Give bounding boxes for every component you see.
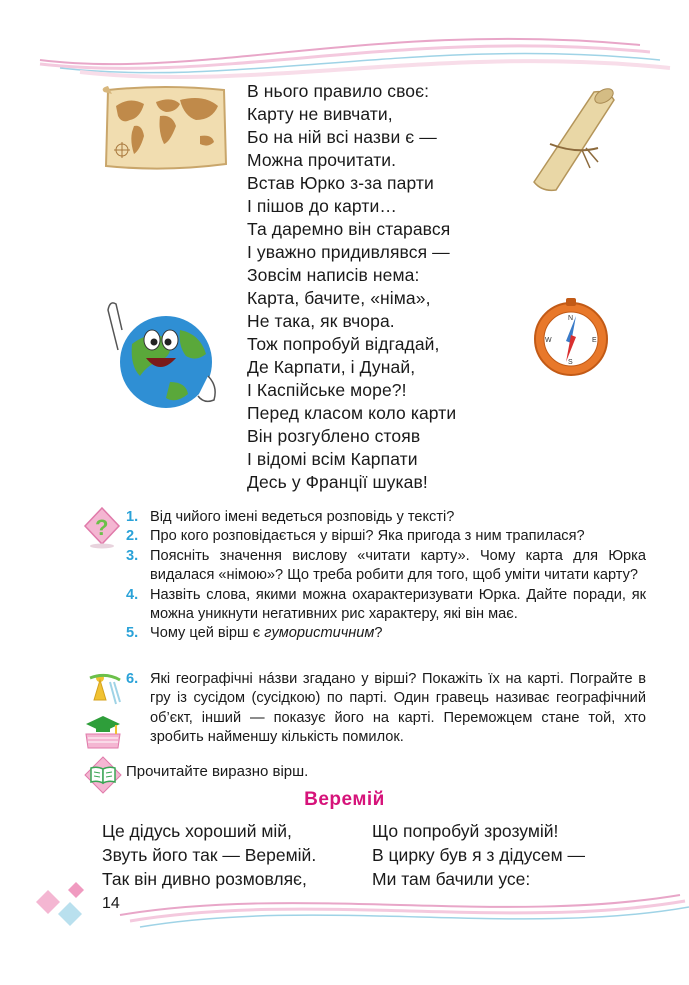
tassel-icon	[86, 670, 124, 710]
poem-line: Звуть його так — Веремій.	[102, 845, 317, 865]
question-number: 1.	[126, 509, 139, 525]
question-text: Поясніть значення вислову «читати карту». Чому карта для Юрка видалася «німою»? Що треба робити для того, щоб уміти читати карту?	[150, 547, 646, 584]
question-text-end: ?	[374, 625, 383, 642]
poem-line: І відомі всім Карпати	[247, 449, 418, 469]
poem-line: Де Карпати, і Дунай,	[247, 357, 416, 377]
question-text: Чому цей вірш є	[150, 625, 265, 642]
question-text-italic: гумористичним	[264, 625, 375, 642]
question-text: Які географічні нáзви згадано у вірші? Покажіть їх на карті. Пограйте в гру із сусідом (сусідкою) по парті. Один гравець називає географічний об’єкт, інший — показує його на карті. Переможцем стане той, хто зробить найменшу кількість помилок.	[150, 671, 646, 746]
poem-line: І уважно придивлявся —	[247, 242, 450, 262]
poem-line: Десь у Франції шукав!	[247, 472, 428, 492]
diamond-decoration	[30, 880, 100, 930]
question-text: Про кого розповідається у вірші? Яка пригода з ним трапилася?	[150, 528, 585, 545]
question-number: 6.	[126, 671, 139, 687]
svg-text:W: W	[545, 337, 552, 344]
svg-text:N: N	[568, 315, 574, 322]
poem-line: Що попробуй зрозумій!	[372, 821, 559, 841]
poem-line: Він розгублено стояв	[247, 426, 421, 446]
poem-line: Це дідусь хороший мій,	[102, 821, 292, 841]
question-item	[126, 624, 646, 643]
graduation-cap-icon	[82, 712, 124, 752]
world-map-icon	[100, 84, 230, 172]
poem-line: Бо на ній всі назви є —	[247, 127, 437, 147]
poem-line: В нього правило своє:	[247, 81, 430, 101]
poem	[247, 80, 527, 494]
question-item	[126, 670, 646, 748]
poem-line: Так він дивно розмовляє,	[102, 869, 307, 889]
question-item	[126, 508, 646, 527]
question-number: 3.	[126, 547, 139, 564]
poem-line: Та даремно він старався	[247, 219, 451, 239]
question-text: Назвіть слова, якими можна охарактеризувати Юрка. Дайте поради, як можна уникнути негативних рис характеру, які він має.	[150, 586, 646, 623]
question-number: 5.	[126, 625, 139, 642]
compass-icon	[530, 296, 612, 378]
poem-line: Встав Юрко з-за парти	[247, 173, 434, 193]
question-text: Від чийого імені ведеться розповідь у тексті?	[150, 509, 455, 525]
question-6	[126, 670, 646, 748]
top-wave-decoration	[0, 0, 689, 90]
poem-line: І пішов до карти…	[247, 196, 397, 216]
poem-line: Карту не вивчати,	[247, 104, 393, 124]
poem-line: Можна прочитати.	[247, 150, 397, 170]
poem-line: Не така, як вчора.	[247, 311, 395, 331]
poem-line: Ми там бачили усе:	[372, 869, 531, 889]
poem-line: Перед класом коло карти	[247, 403, 457, 423]
question-item	[126, 527, 646, 546]
questions-list	[126, 508, 646, 644]
poem-title: Веремій	[304, 789, 385, 810]
poem-line: В цирку був я з дідусем —	[372, 845, 586, 865]
svg-text:S: S	[568, 359, 573, 366]
poem-line: Зовсім написів нема:	[247, 265, 420, 285]
poem-line: І Каспійське море?!	[247, 380, 407, 400]
poem-line: Тож попробуй відгадай,	[247, 334, 440, 354]
question-number: 4.	[126, 586, 139, 603]
poem-line: Карта, бачите, «німа»,	[247, 288, 431, 308]
globe-character-icon	[96, 290, 222, 416]
question-item	[126, 547, 646, 586]
question-mark-icon	[83, 506, 121, 550]
svg-text:?: ?	[95, 515, 109, 540]
svg-text:E: E	[592, 337, 597, 344]
question-number: 2.	[126, 528, 139, 545]
reading-instruction: Прочитайте виразно вірш.	[126, 763, 309, 780]
page-number: 14	[102, 895, 120, 912]
scroll-icon	[528, 86, 620, 194]
question-item	[126, 586, 646, 625]
